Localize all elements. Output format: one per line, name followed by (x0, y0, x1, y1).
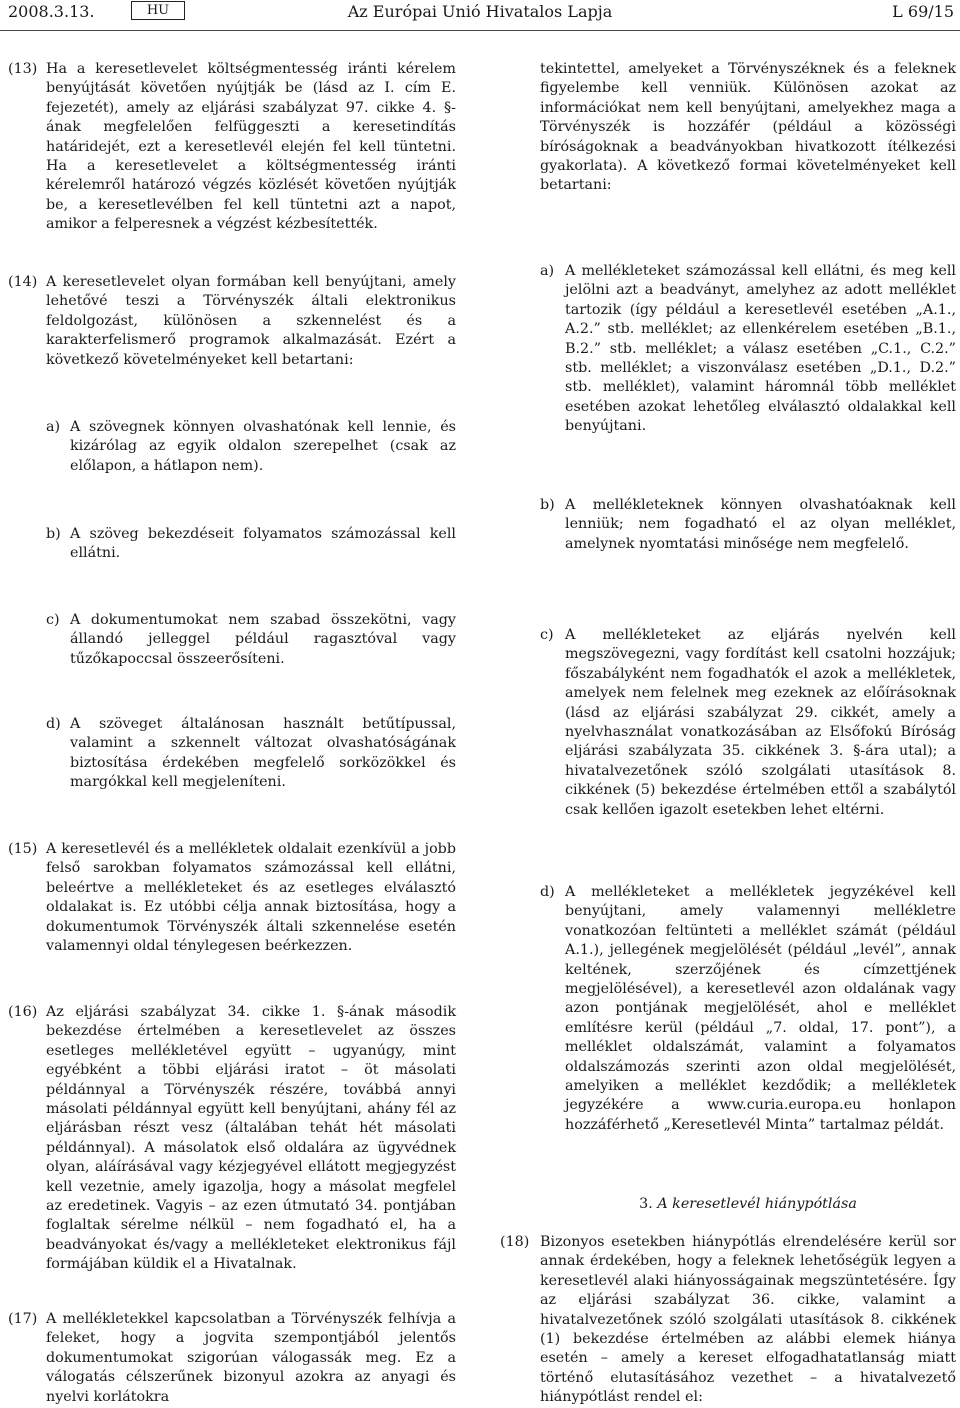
list-text: A szövegnek könnyen olvashatónak kell lennie, és kizárólag az egyik oldalon szerepelhet (csak az előlapon, a hátlapon nem). (70, 419, 456, 474)
header-rule (0, 30, 960, 31)
paragraph-number: (18) (500, 1234, 530, 1250)
paragraph-text: A keresetlevél és a mellékletek oldalait ezenkívül a jobb felső sarokban folyamatos számozással kell ellátni, beleértve a mellékleteket és az esetleges elválasztó oldalakat is. Ez utóbbi célja annak biztosítása, hogy a dokumentumok Törvényszék általi szkennelése esetén valamennyi oldal ténylegesen beérkezzen. (46, 841, 456, 955)
paragraph-17 (8, 1310, 456, 1407)
list-text: A szöveget általánosan használt betűtípussal, valamint a szkennelt változat olvashatóságának biztosítása érdekében megfelelő sorközökkel és margókkal kell megjeleníteni. (70, 716, 456, 791)
list-text: A mellékleteknek könnyen olvashatóaknak kell lenniük; nem fogadható el az olyan melléklet, amelynek nyomtatási minősége nem megfelelő. (565, 497, 956, 552)
paragraph-text: A keresetlevelet olyan formában kell benyújtani, amely lehetővé teszi a Törvényszék általi elektronikus feldolgozást, különösen a szkennelést és a karakterfelismerő programok alkalmazását. Ezért a következő követelményeket kell betartani: (46, 274, 456, 368)
page-number: L 69/15 (892, 2, 954, 21)
list-item-a (46, 418, 456, 476)
list-label: a) (46, 419, 61, 435)
language-badge: HU (131, 1, 185, 20)
header-date: 2008.3.13. (8, 2, 95, 21)
list-text: A dokumentumokat nem szabad összekötni, vagy állandó jelleggel például ragasztóval vagy tűzőkapoccsal összeerősíteni. (70, 612, 456, 667)
list-label: b) (46, 526, 61, 542)
paragraph-text: Bizonyos esetekben hiánypótlás elrendelésére kerül sor annak érdekében, hogy a feleknek lehetőségük legyen a keresetlevél alaki hiányosságainak megszüntetésére. Így az eljárási szabályzat 36. cikke, valamint a hivatalvezetőnek szóló szolgálati utasítások 8. cikkének (1) bekezdése értelmében az alábbi elemek hiánya esetén – amely a kereset elfogadhatatlanság miatt történő elutasításához vezethet – a hivatalvezető hiánypótlást rendel el: (540, 1234, 956, 1406)
list-label: c) (540, 627, 554, 643)
list-item-d (540, 883, 956, 1135)
list-item-c (540, 626, 956, 820)
paragraph-number: (13) (8, 61, 38, 77)
list-text: A mellékleteket a mellékletek jegyzékével kell benyújtani, amely valamennyi mellékletre vonatkozóan feltünteti a melléklet számát (például A.1.), jellegének megjelölését (például „levél”, annak keltének, szerzőjének és címzettjének megjelölésével), a keresetlevél azon oldalának vagy azon pontjának megjelölését, ahol e melléklet említésre kerül (például „7. oldal, 17. pont”), a melléklet oldalszámát, valamint a folyamatos oldalszámozás szerinti azon oldal megjelölését, amelyiken a melléklet kezdődik; a mellékletek jegyzékére a www.curia.europa.eu honlapon hozzáférhető „Keresetlevél Minta” tartalmaz példát. (565, 884, 956, 1133)
list-label: d) (46, 716, 61, 732)
page-header (0, 0, 960, 24)
list-item-c (46, 611, 456, 669)
paragraph-number: (16) (8, 1004, 38, 1020)
list-item-a (540, 262, 956, 437)
paragraph-number: (14) (8, 274, 38, 290)
list-label: b) (540, 497, 555, 513)
paragraph-18 (500, 1233, 956, 1408)
section-title: A keresetlevél hiánypótlása (657, 1196, 857, 1212)
list-item-b (46, 525, 456, 564)
paragraph-number: (17) (8, 1311, 38, 1327)
paragraph-text: Az eljárási szabályzat 34. cikke 1. §-ának második bekezdése értelmében a keresetlevelet az összes esetleges mellékletével együtt – ugyanúgy, mint egyébként a többi eljárási iratot – öt másolati példánnyal a Törvényszék részére, továbbá annyi másolati példánnyal együtt kell benyújtani, ahány fél az eljárásban részt vesz (általában tehát hét másolati példánnyal). A másolatok első oldalára az ügyvédnek olyan, aláírásával vagy kézjegyével ellátott megjegyzést kell vezetnie, amely igazolja, hogy a másolat megfelel az eredetinek. Vagyis – az ezen útmutató 34. pontjában foglaltak sérelme nélkül – nem fogadható el, ha a beadványokat és/vagy a mellékleteket elektronikus fájl formájában küldik el a Hivatalnak. (46, 1004, 456, 1273)
journal-title: Az Európai Unió Hivatalos Lapja (347, 2, 613, 21)
list-text: A mellékleteket számozással kell ellátni, és meg kell jelölni azt a beadványt, amelyhez az adott melléklet tartozik (így például a keresetlevél esetében „A.1., A.2.” stb. melléklet; az ellenkérelem esetében „B.1., B.2.” stb. melléklet; a válasz esetében „C.1., C.2.” stb. melléklet; a viszonválasz esetében „D.1., D.2.” stb. melléklet), valamint háromnál több melléklet esetében azokat lehetőleg elválasztó oldalakkal kell benyújtani. (565, 263, 956, 435)
list-label: c) (46, 612, 60, 628)
list-item-d (46, 715, 456, 793)
paragraph-text: Ha a keresetlevelet költségmentesség iránti kérelem benyújtását követően nyújtják be (lásd az I. cím E. fejezetét), amely az eljárási szabályzat 97. cikke 4. §-ának megfelelően felfüggeszti a keresetindítás határidejét, ezt a keresetlevél elején fel kell tüntetni. Ha a keresetlevelet a költségmentesség iránti kérelemről határozó végzés közlését követően nyújtják be, a keresetlevélben fel kell tüntetni azt a napot, amikor a felperesnek a végzést kézbesítették. (46, 61, 456, 233)
list-text: A szöveg bekezdéseit folyamatos számozással kell ellátni. (70, 526, 456, 562)
paragraph-15 (8, 840, 456, 956)
paragraph-14 (8, 273, 456, 370)
section-heading (540, 1195, 956, 1214)
list-text: A mellékleteket az eljárás nyelvén kell megszövegezni, vagy fordítást kell csatolni hozzájuk; főszabályként nem fogadhatók el azok a mellékletek, amelyek nem felelnek meg ezeknek az előírásoknak (lásd az eljárási szabályzat 29. cikkét, amely a nyelvhasználat vonatkozásában az Elsőfokú Bíróság eljárási szabályzata 35. cikkének 3. §-ára utal); a hivatalvezetőnek szóló szolgálati utasítások 8. cikkének (5) bekezdése értelmében ettől a szabálytól csak kellően igazolt esetekben lehet eltérni. (565, 627, 956, 818)
paragraph-13 (8, 60, 456, 235)
paragraph-16 (8, 1003, 456, 1275)
paragraph-text: A mellékletekkel kapcsolatban a Törvényszék felhívja a feleket, hogy a jogvita szempontjából jelentős dokumentumokat szigorúan válogassák meg. Ez a válogatás célszerűnek bizonyul azokra az anyagi és nyelvi korlátokra (46, 1311, 456, 1405)
paragraph-17-continued (540, 60, 956, 196)
list-label: d) (540, 884, 555, 900)
list-item-b (540, 496, 956, 554)
section-number: 3. (639, 1196, 653, 1212)
list-label: a) (540, 263, 555, 279)
paragraph-number: (15) (8, 841, 38, 857)
paragraph-text: tekintettel, amelyeket a Törvényszéknek és a feleknek figyelembe kell venniük. Különösen azokat az információkat nem kell benyújtani, amelyekhez maga a Törvényszék is hozzáfér (például a közösségi bíróságoknak a beadványokban hivatkozott ítélkezési gyakorlata). A következő formai követelményeket kell betartani: (540, 61, 956, 194)
